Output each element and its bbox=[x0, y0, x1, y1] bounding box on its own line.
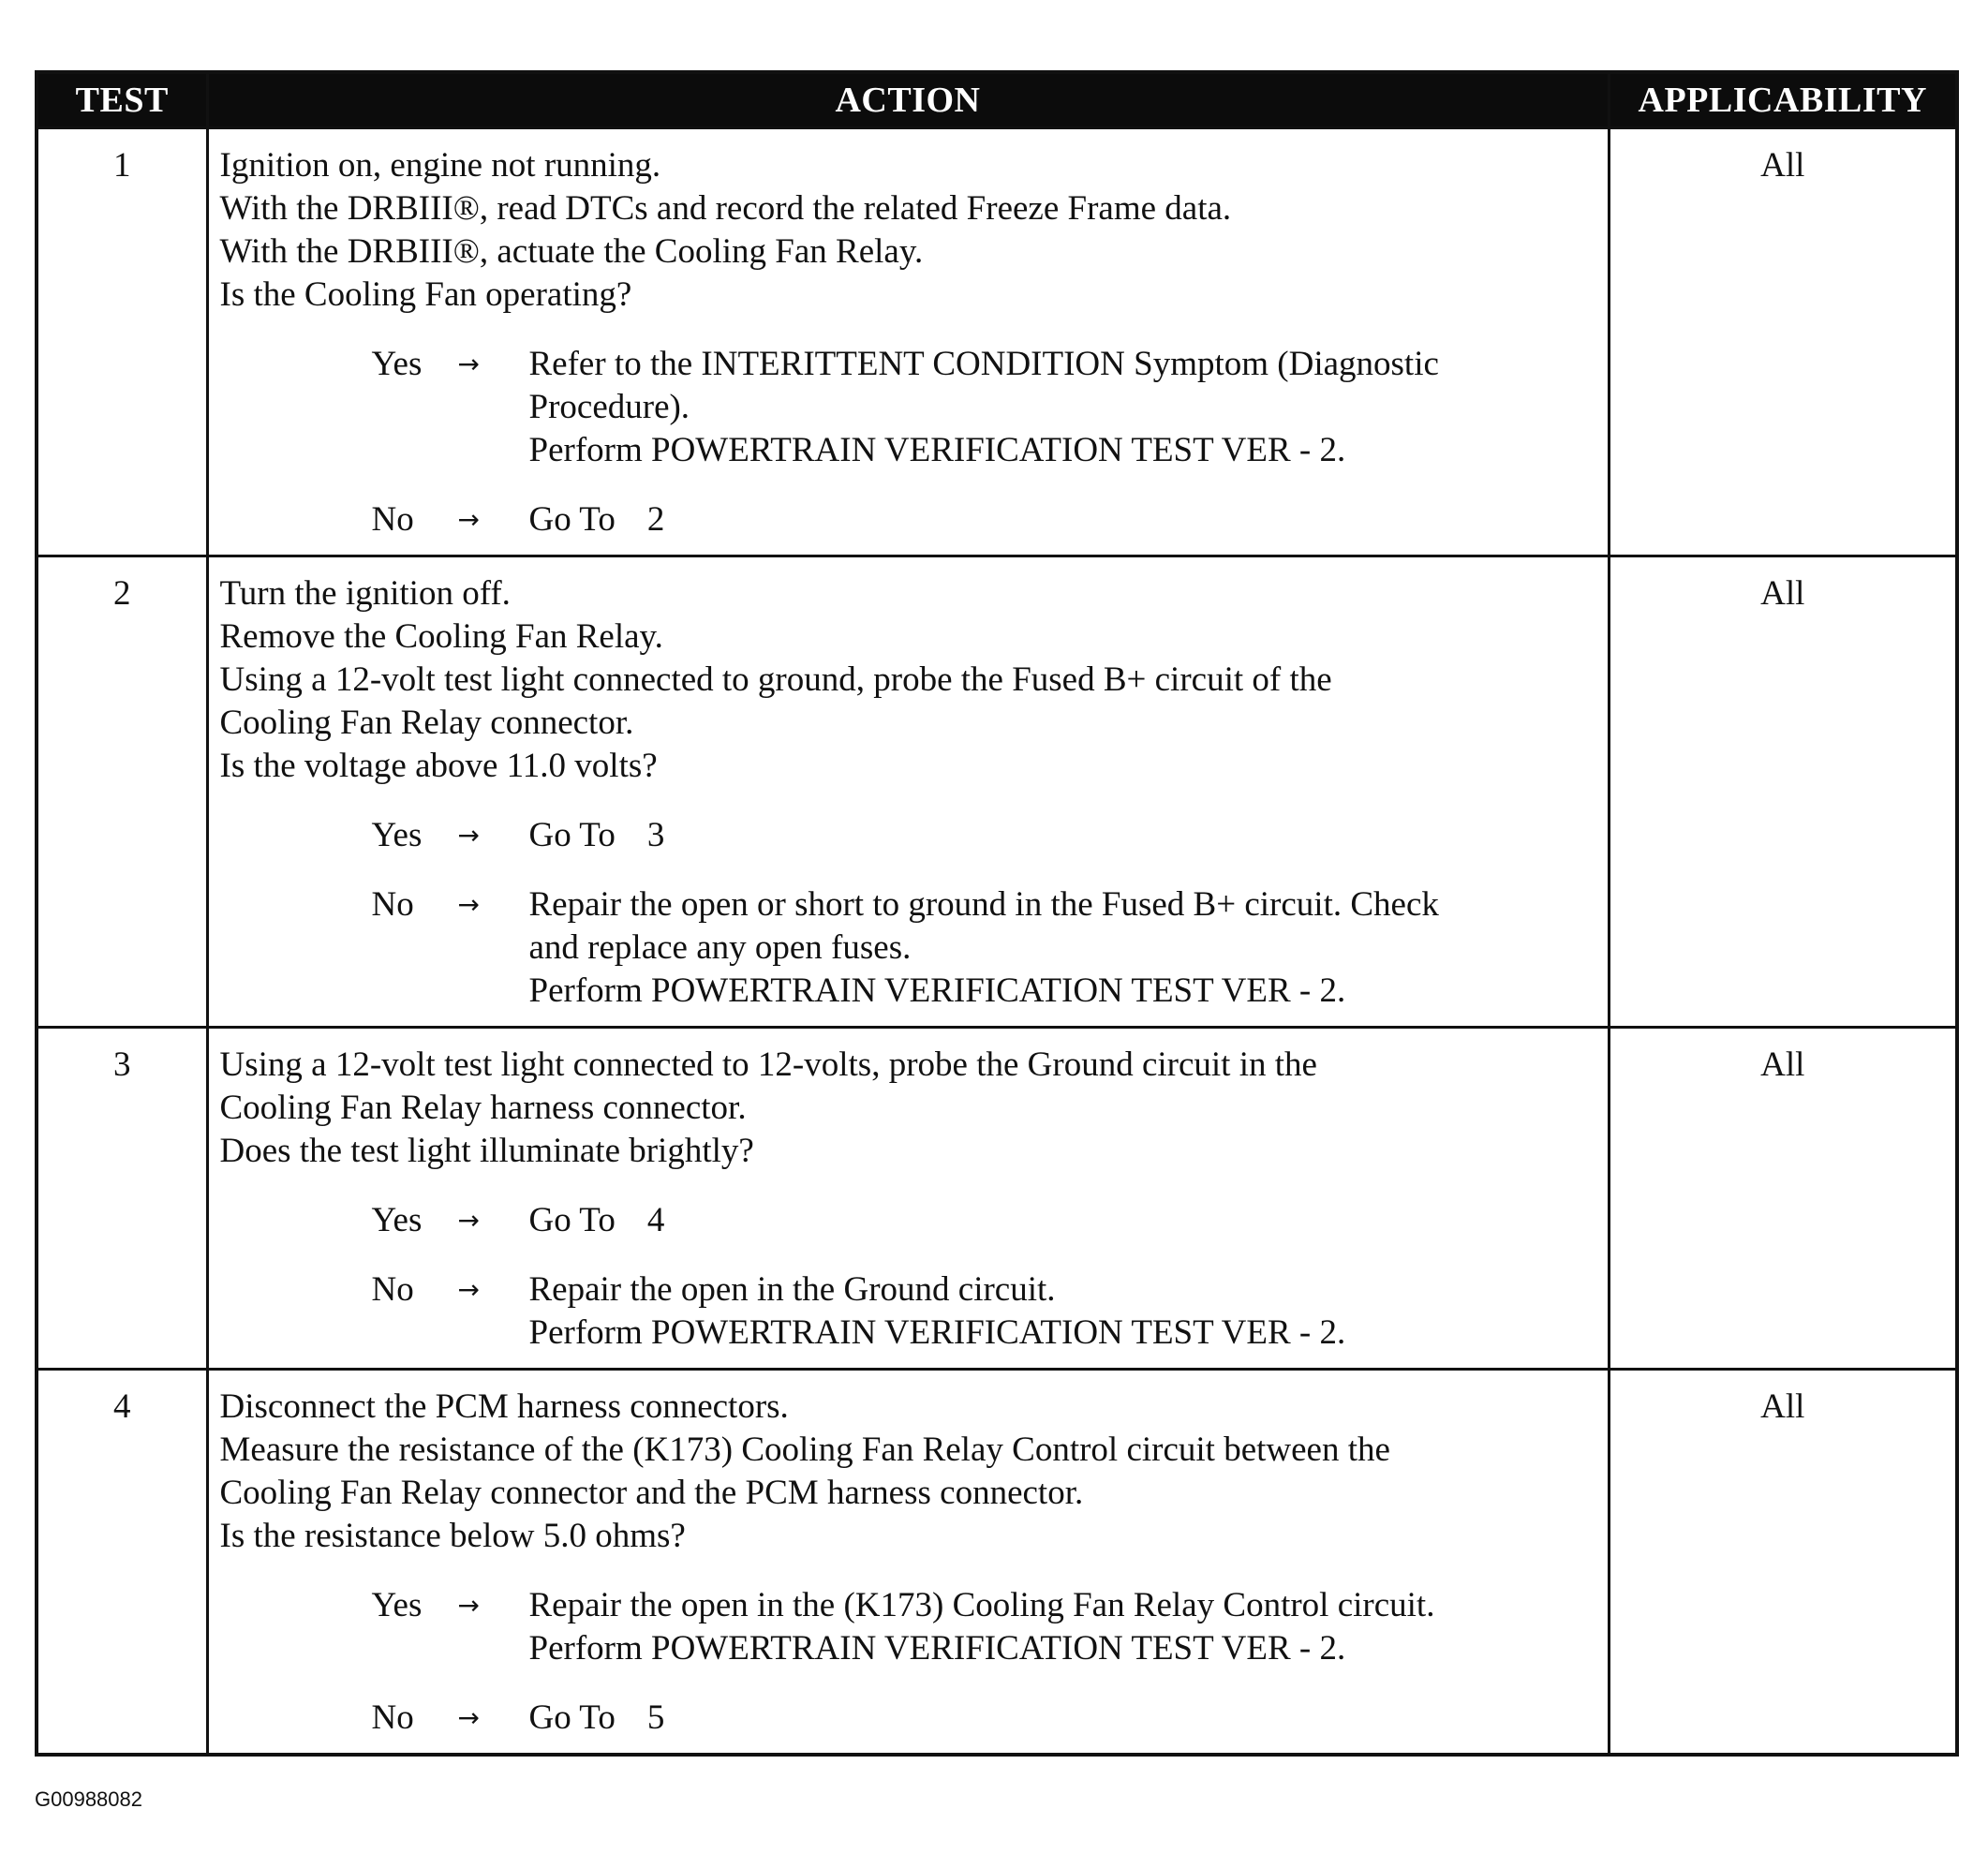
outcome-yes bbox=[220, 1584, 1598, 1670]
outcome-no bbox=[220, 1697, 1598, 1740]
outcome-result bbox=[529, 883, 1598, 1013]
diagnostic-test-table bbox=[35, 70, 1959, 1757]
outcome-answer: No bbox=[371, 1270, 414, 1309]
outcome-result bbox=[529, 498, 1598, 541]
action-step: Is the Cooling Fan operating? bbox=[219, 275, 632, 314]
outcome-result-line: Procedure). bbox=[528, 388, 690, 426]
outcome-result-line: and replace any open fuses. bbox=[528, 928, 912, 967]
outcome-answer: Yes bbox=[371, 345, 423, 383]
action-step: Using a 12-volt test light connected to 12-volts, probe the Ground circuit in the bbox=[219, 1045, 1317, 1084]
header-test: TEST bbox=[37, 72, 207, 128]
action-step: Cooling Fan Relay connector. bbox=[219, 704, 634, 742]
table-header bbox=[37, 72, 1957, 128]
action-cell bbox=[207, 556, 1609, 1028]
outcome-result bbox=[529, 343, 1598, 472]
goto-label: Go To bbox=[528, 500, 616, 539]
goto-label: Go To bbox=[528, 816, 616, 854]
table-row bbox=[37, 1028, 1957, 1370]
header-action: ACTION bbox=[207, 72, 1609, 128]
applicability-value: All bbox=[1609, 128, 1957, 556]
outcome-no bbox=[220, 1268, 1598, 1355]
right-arrow-icon: → bbox=[457, 889, 480, 920]
action-step: With the DRBIII®, actuate the Cooling Fan Relay. bbox=[219, 232, 924, 271]
outcome-answer: No bbox=[371, 885, 414, 924]
outcome-answer: Yes bbox=[371, 1201, 423, 1239]
table-row bbox=[37, 128, 1957, 556]
goto-number: 2 bbox=[646, 500, 665, 539]
right-arrow-icon: → bbox=[457, 504, 480, 535]
action-cell bbox=[207, 1028, 1609, 1370]
test-number: 3 bbox=[37, 1028, 207, 1370]
goto-number: 5 bbox=[646, 1698, 665, 1737]
outcome-result bbox=[529, 1199, 1598, 1242]
action-step: With the DRBIII®, read DTCs and record the related Freeze Frame data. bbox=[219, 189, 1232, 228]
action-cell bbox=[207, 128, 1609, 556]
outcome-answer: No bbox=[371, 500, 414, 539]
goto-number: 3 bbox=[646, 816, 665, 854]
outcome-yes bbox=[220, 1199, 1598, 1242]
goto-number: 4 bbox=[646, 1201, 665, 1239]
action-step: Does the test light illuminate brightly? bbox=[219, 1132, 754, 1170]
outcome-result bbox=[529, 1697, 1598, 1740]
figure-id: G00988082 bbox=[35, 1787, 142, 1811]
outcome-result-line: Perform POWERTRAIN VERIFICATION TEST VER - 2. bbox=[528, 431, 1346, 469]
right-arrow-icon: → bbox=[457, 1274, 480, 1305]
outcome-result-line: Repair the open in the Ground circuit. bbox=[528, 1270, 1056, 1309]
outcome-result-line: Perform POWERTRAIN VERIFICATION TEST VER - 2. bbox=[528, 1629, 1346, 1668]
header-row bbox=[37, 72, 1957, 128]
outcome-result-line: Refer to the INTERITTENT CONDITION Symptom (Diagnostic bbox=[528, 345, 1439, 383]
outcome-result bbox=[529, 814, 1598, 857]
table-row bbox=[37, 556, 1957, 1028]
test-number: 2 bbox=[37, 556, 207, 1028]
outcome-yes bbox=[220, 343, 1598, 472]
goto-label: Go To bbox=[528, 1698, 616, 1737]
action-step: Cooling Fan Relay harness connector. bbox=[219, 1089, 747, 1127]
header-applicability: APPLICABILITY bbox=[1609, 72, 1957, 128]
goto-label: Go To bbox=[528, 1201, 616, 1239]
test-number: 4 bbox=[37, 1370, 207, 1756]
outcome-result-line: Perform POWERTRAIN VERIFICATION TEST VER - 2. bbox=[528, 971, 1346, 1010]
outcome-no bbox=[220, 498, 1598, 541]
action-step: Is the resistance below 5.0 ohms? bbox=[219, 1517, 686, 1555]
outcome-answer: Yes bbox=[371, 1586, 423, 1624]
table-row bbox=[37, 1370, 1957, 1756]
action-step: Cooling Fan Relay connector and the PCM harness connector. bbox=[219, 1474, 1084, 1512]
outcome-result bbox=[529, 1584, 1598, 1670]
outcome-no bbox=[220, 883, 1598, 1013]
action-step: Remove the Cooling Fan Relay. bbox=[219, 617, 663, 656]
applicability-value: All bbox=[1609, 1370, 1957, 1756]
outcome-answer: No bbox=[371, 1698, 414, 1737]
right-arrow-icon: → bbox=[457, 1702, 480, 1733]
right-arrow-icon: → bbox=[457, 348, 480, 379]
action-step: Disconnect the PCM harness connectors. bbox=[219, 1387, 789, 1426]
right-arrow-icon: → bbox=[457, 1590, 480, 1621]
action-step: Is the voltage above 11.0 volts? bbox=[219, 747, 658, 785]
outcome-result-line: Perform POWERTRAIN VERIFICATION TEST VER - 2. bbox=[528, 1313, 1346, 1352]
outcome-result-line: Repair the open or short to ground in the Fused B+ circuit. Check bbox=[528, 885, 1439, 924]
outcome-result-line: Repair the open in the (K173) Cooling Fan Relay Control circuit. bbox=[528, 1586, 1435, 1624]
right-arrow-icon: → bbox=[457, 1205, 480, 1236]
action-step: Turn the ignition off. bbox=[219, 574, 511, 613]
outcome-answer: Yes bbox=[371, 816, 423, 854]
action-step: Using a 12-volt test light connected to ground, probe the Fused B+ circuit of the bbox=[219, 660, 1332, 699]
applicability-value: All bbox=[1609, 1028, 1957, 1370]
test-number: 1 bbox=[37, 128, 207, 556]
action-step: Ignition on, engine not running. bbox=[219, 146, 661, 185]
diagnostic-test-table-container bbox=[35, 70, 1955, 1757]
outcome-yes bbox=[220, 814, 1598, 857]
action-cell bbox=[207, 1370, 1609, 1756]
applicability-value: All bbox=[1609, 556, 1957, 1028]
table-body bbox=[37, 128, 1957, 1756]
outcome-result bbox=[529, 1268, 1598, 1355]
right-arrow-icon: → bbox=[457, 820, 480, 851]
action-step: Measure the resistance of the (K173) Cooling Fan Relay Control circuit between the bbox=[219, 1431, 1390, 1469]
